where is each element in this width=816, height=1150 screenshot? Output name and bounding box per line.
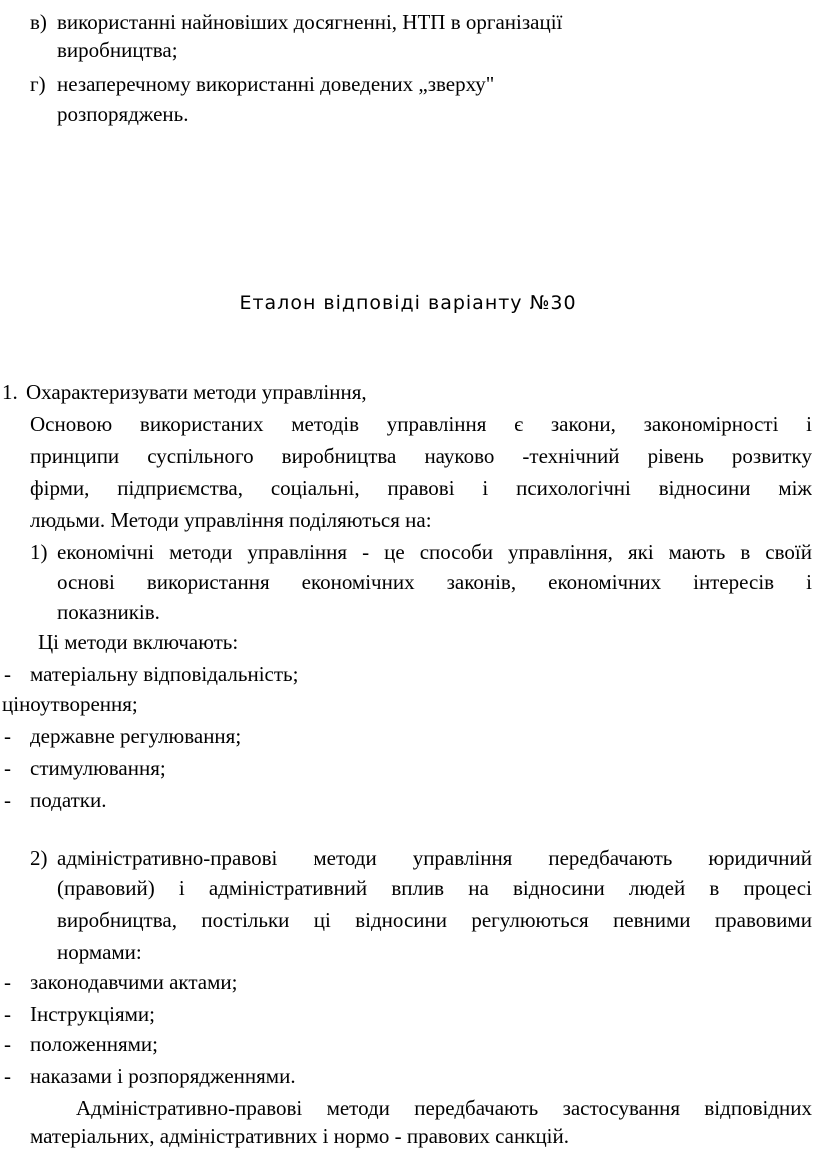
bullet-dash: - — [4, 662, 11, 686]
bullet-text: державне регулювання; — [30, 724, 242, 748]
method-marker: 1) — [30, 540, 48, 564]
list-marker: в) — [30, 10, 47, 34]
method-line: нормами: — [57, 940, 142, 964]
list-item-text: розпоряджень. — [57, 102, 189, 126]
method-line: виробництва, постільки ці відносини регулюються певними правовими — [57, 908, 812, 932]
bullet-dash: - — [4, 1032, 11, 1056]
bullet-text: стимулювання; — [30, 756, 166, 780]
bullet-dash: - — [4, 1002, 11, 1026]
bullet-text: положеннями; — [30, 1032, 158, 1056]
method-line: адміністративно-правові методи управління передбачають юридичний — [57, 846, 812, 870]
bullet-dash: - — [4, 1064, 11, 1088]
list-marker: г) — [30, 72, 46, 96]
method-line: (правовий) і адміністративний вплив на відносини людей в процесі — [57, 876, 812, 900]
bullet-text: законодавчими актами; — [30, 970, 238, 994]
answer-line: людьми. Методи управління поділяються на: — [30, 508, 432, 532]
page-title: Еталон відповіді варіанту №30 — [239, 292, 577, 314]
question-text: Охарактеризувати методи управління, — [26, 380, 367, 404]
answer-line: фірми, підприємства, соціальні, правові і психологічні відносини між — [30, 476, 812, 500]
bullet-dash: - — [4, 724, 11, 748]
bullet-dash: - — [4, 756, 11, 780]
bullet-text: Інструкціями; — [30, 1002, 156, 1026]
question-number: 1. — [2, 380, 18, 404]
method-line: основі використання економічних законів, економічних інтересів і — [57, 570, 812, 594]
answer-line: Основою використаних методів управління є закони, закономірності і — [30, 412, 812, 436]
answer-line: принципи суспільного виробництва науково -технічний рівень розвитку — [30, 444, 812, 468]
bullet-text: матеріальну відповідальність; — [30, 662, 299, 686]
includes-label: Ці методи включають: — [38, 630, 239, 654]
method-line: показників. — [57, 600, 160, 624]
list-item-text: використанні найновіших досягненні, НТП в організації — [57, 10, 563, 34]
method-line: економічні методи управління - це способи управління, які мають в своїй — [57, 540, 812, 564]
list-item-text: незаперечному використанні доведених „зверху" — [57, 72, 495, 96]
closing-line: матеріальних, адміністративних і нормо - правових санкцій. — [30, 1124, 570, 1148]
bullet-text: ціноутворення; — [2, 692, 138, 716]
bullet-text: наказами і розпорядженнями. — [30, 1064, 296, 1088]
list-item-text: виробництва; — [57, 38, 178, 62]
method-marker: 2) — [30, 846, 48, 870]
bullet-text: податки. — [30, 788, 107, 812]
bullet-dash: - — [4, 788, 11, 812]
closing-line: Адміністративно-правові методи передбачають застосування відповідних — [76, 1096, 812, 1120]
bullet-dash: - — [4, 970, 11, 994]
